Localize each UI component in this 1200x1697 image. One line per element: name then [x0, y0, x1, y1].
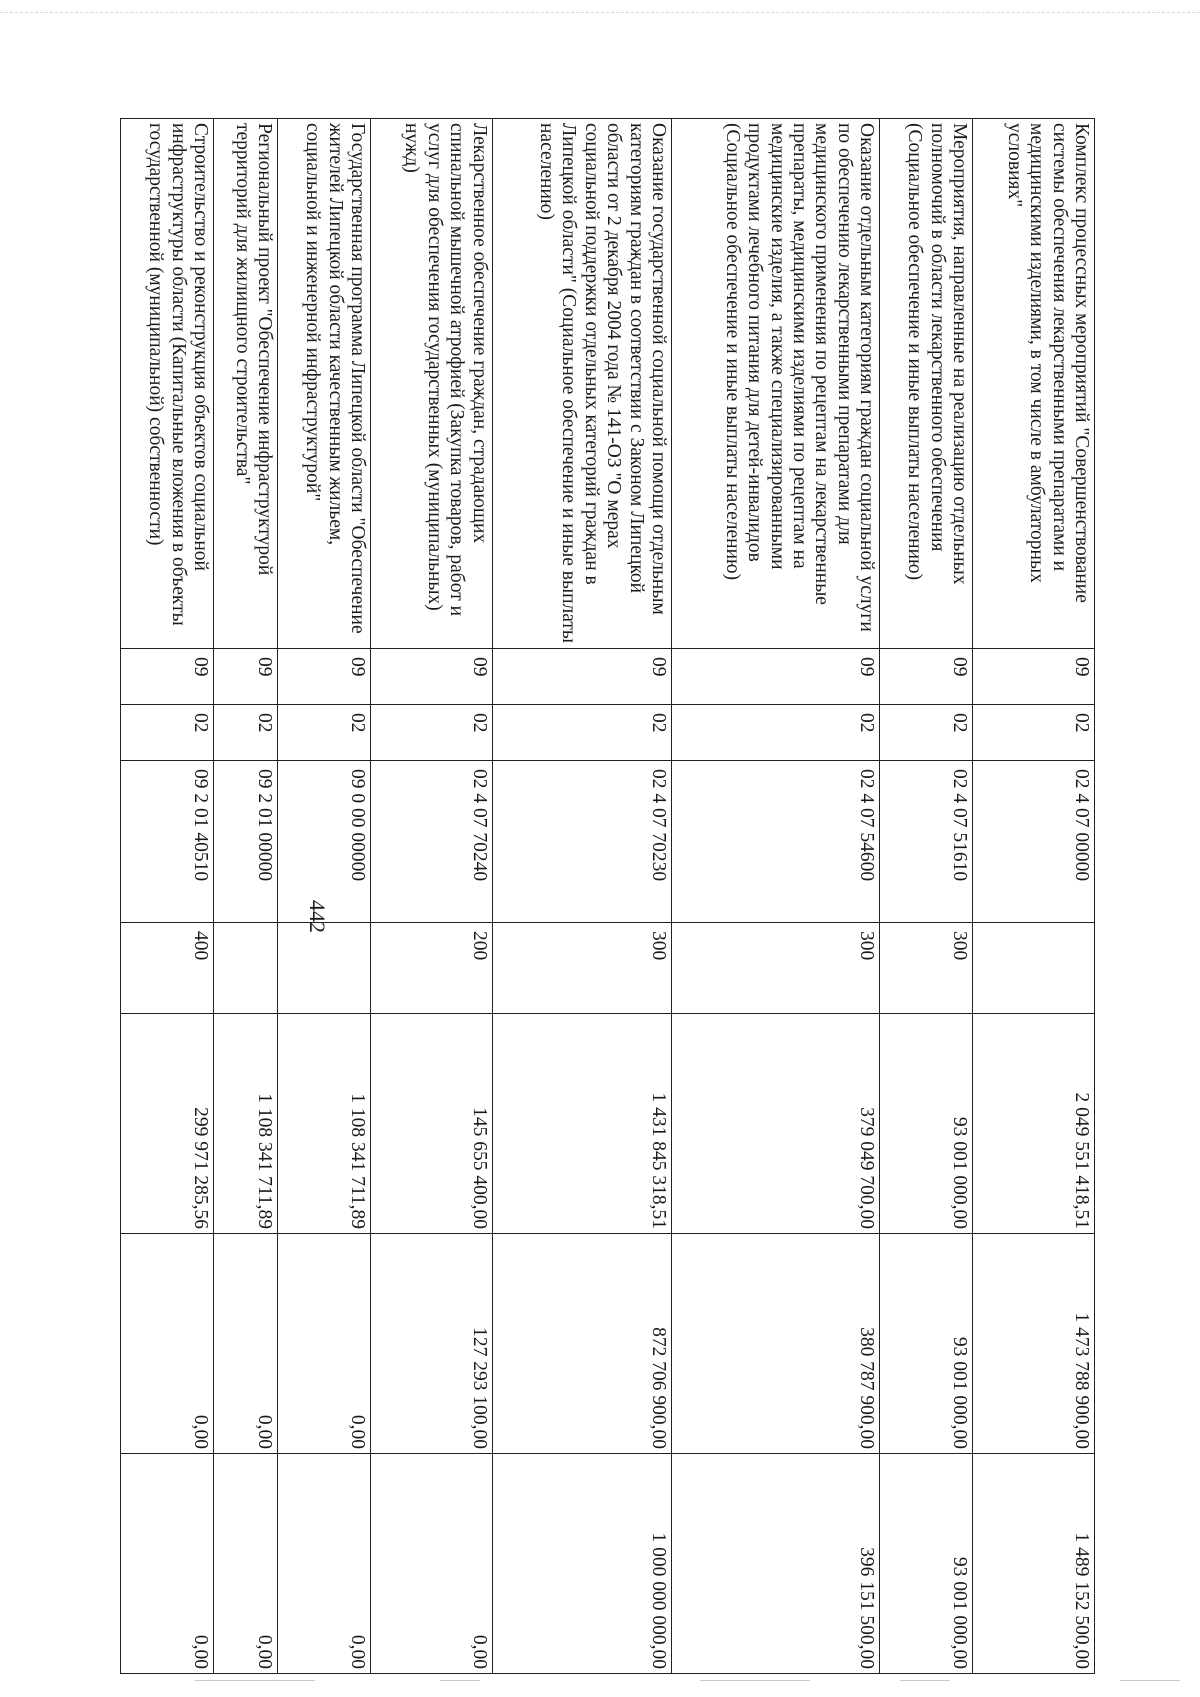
- table-row: [880, 119, 973, 1674]
- row-sum-year-1: 379 049 700,00: [672, 1014, 880, 1234]
- row-sum-year-3: 0,00: [278, 1454, 371, 1674]
- row-target-article: 02 4 07 54600: [672, 761, 880, 923]
- row-sum-year-3: 93 001 000,00: [880, 1454, 973, 1674]
- row-expense-type: 200: [370, 923, 492, 1014]
- row-section: 09: [213, 649, 277, 705]
- row-subsection: 02: [973, 705, 1095, 761]
- row-expense-type: 300: [880, 923, 973, 1014]
- row-sum-year-1: 145 655 400,00: [370, 1014, 492, 1234]
- table-row: [278, 119, 371, 1674]
- row-name: Лекарственное обеспечение граждан, страдающих спинальной мышечной атрофией (Закупка товаров, работ и услуг для обеспечения государственных (муниципальных) нужд): [370, 119, 492, 649]
- row-subsection: 02: [121, 705, 214, 761]
- row-section: 09: [121, 649, 214, 705]
- row-expense-type: 300: [492, 923, 671, 1014]
- row-name: Государственная программа Липецкой области "Обеспечение жителей Липецкой области качественным жильем, социальной и инженерной инфраструктурой": [278, 119, 371, 649]
- page-number: 442: [305, 900, 330, 933]
- row-sum-year-1: 1 108 341 711,89: [278, 1014, 371, 1234]
- row-target-article: 09 0 00 00000: [278, 761, 371, 923]
- row-sum-year-2: 1 473 788 900,00: [973, 1234, 1095, 1454]
- row-sum-year-1: 299 971 285,56: [121, 1014, 214, 1234]
- rotated-table-container: [120, 118, 1095, 1673]
- row-sum-year-3: 1 489 152 500,00: [973, 1454, 1095, 1674]
- row-sum-year-2: 0,00: [121, 1234, 214, 1454]
- row-sum-year-2: 380 787 900,00: [672, 1234, 880, 1454]
- row-expense-type: [973, 923, 1095, 1014]
- row-name: Региональный проект "Обеспечение инфраструктурой территорий для жилищного строительства": [213, 119, 277, 649]
- row-expense-type: 300: [672, 923, 880, 1014]
- row-name: Строительство и реконструкция объектов социальной инфраструктуры области (Капитальные вложения в объекты государственной (муниципальной) собственности): [121, 119, 214, 649]
- row-sum-year-3: 0,00: [213, 1454, 277, 1674]
- row-target-article: 09 2 01 00000: [213, 761, 277, 923]
- row-target-article: 02 4 07 51610: [880, 761, 973, 923]
- row-section: 09: [278, 649, 371, 705]
- table-row: [370, 119, 492, 1674]
- row-target-article: 09 2 01 40510: [121, 761, 214, 923]
- row-section: 09: [973, 649, 1095, 705]
- row-name: Оказание государственной социальной помощи отдельным категориям граждан в соответствии с Законом Липецкой области от 2 декабря 2004 года № 141-ОЗ "О мерах социальной поддержки отдельных категорий граждан в Липецкой области" (Социальное обеспечение и иные выплаты населению): [492, 119, 671, 649]
- row-sum-year-2: 127 293 100,00: [370, 1234, 492, 1454]
- row-sum-year-1: 1 431 845 318,51: [492, 1014, 671, 1234]
- scan-edge-line: [0, 12, 1200, 13]
- row-subsection: 02: [880, 705, 973, 761]
- row-expense-type: 400: [121, 923, 214, 1014]
- row-section: 09: [672, 649, 880, 705]
- table-row: [973, 119, 1095, 1674]
- row-subsection: 02: [213, 705, 277, 761]
- row-section: 09: [880, 649, 973, 705]
- row-subsection: 02: [672, 705, 880, 761]
- row-sum-year-1: 93 001 000,00: [880, 1014, 973, 1234]
- row-target-article: 02 4 07 70230: [492, 761, 671, 923]
- row-name: Комплекс процессных мероприятий "Совершенствование системы обеспечения лекарственными препаратами и медицинскими изделиями, в том числе в амбулаторных условиях": [973, 119, 1095, 649]
- budget-table: [120, 118, 1095, 1674]
- row-sum-year-3: 1 000 000 000,00: [492, 1454, 671, 1674]
- table-row: [492, 119, 671, 1674]
- row-sum-year-3: 396 151 500,00: [672, 1454, 880, 1674]
- scan-footer-marks: [0, 1680, 1200, 1682]
- table-row: [672, 119, 880, 1674]
- row-sum-year-2: 0,00: [213, 1234, 277, 1454]
- row-name: Оказание отдельным категориям граждан социальной услуги по обеспечению лекарственными препаратами для медицинского применения по рецептам на лекарственные препараты, медицинскими изделиями по рецептам на медицинские изделия, а также специализированными продуктами лечебного питания для детей-инвалидов (Социальное обеспечение и иные выплаты населению): [672, 119, 880, 649]
- row-sum-year-1: 1 108 341 711,89: [213, 1014, 277, 1234]
- row-expense-type: [213, 923, 277, 1014]
- row-sum-year-2: 0,00: [278, 1234, 371, 1454]
- table-row: [121, 119, 214, 1674]
- row-sum-year-1: 2 049 551 418,51: [973, 1014, 1095, 1234]
- row-name: Мероприятия, направленные на реализацию отдельных полномочий в области лекарственного обеспечения (Социальное обеспечение и иные выплаты населению): [880, 119, 973, 649]
- row-target-article: 02 4 07 00000: [973, 761, 1095, 923]
- row-section: 09: [370, 649, 492, 705]
- row-sum-year-3: 0,00: [370, 1454, 492, 1674]
- row-sum-year-3: 0,00: [121, 1454, 214, 1674]
- row-target-article: 02 4 07 70240: [370, 761, 492, 923]
- table-row: [213, 119, 277, 1674]
- row-subsection: 02: [492, 705, 671, 761]
- row-subsection: 02: [370, 705, 492, 761]
- row-subsection: 02: [278, 705, 371, 761]
- row-section: 09: [492, 649, 671, 705]
- row-expense-type: [278, 923, 371, 1014]
- row-sum-year-2: 93 001 000,00: [880, 1234, 973, 1454]
- row-sum-year-2: 872 706 900,00: [492, 1234, 671, 1454]
